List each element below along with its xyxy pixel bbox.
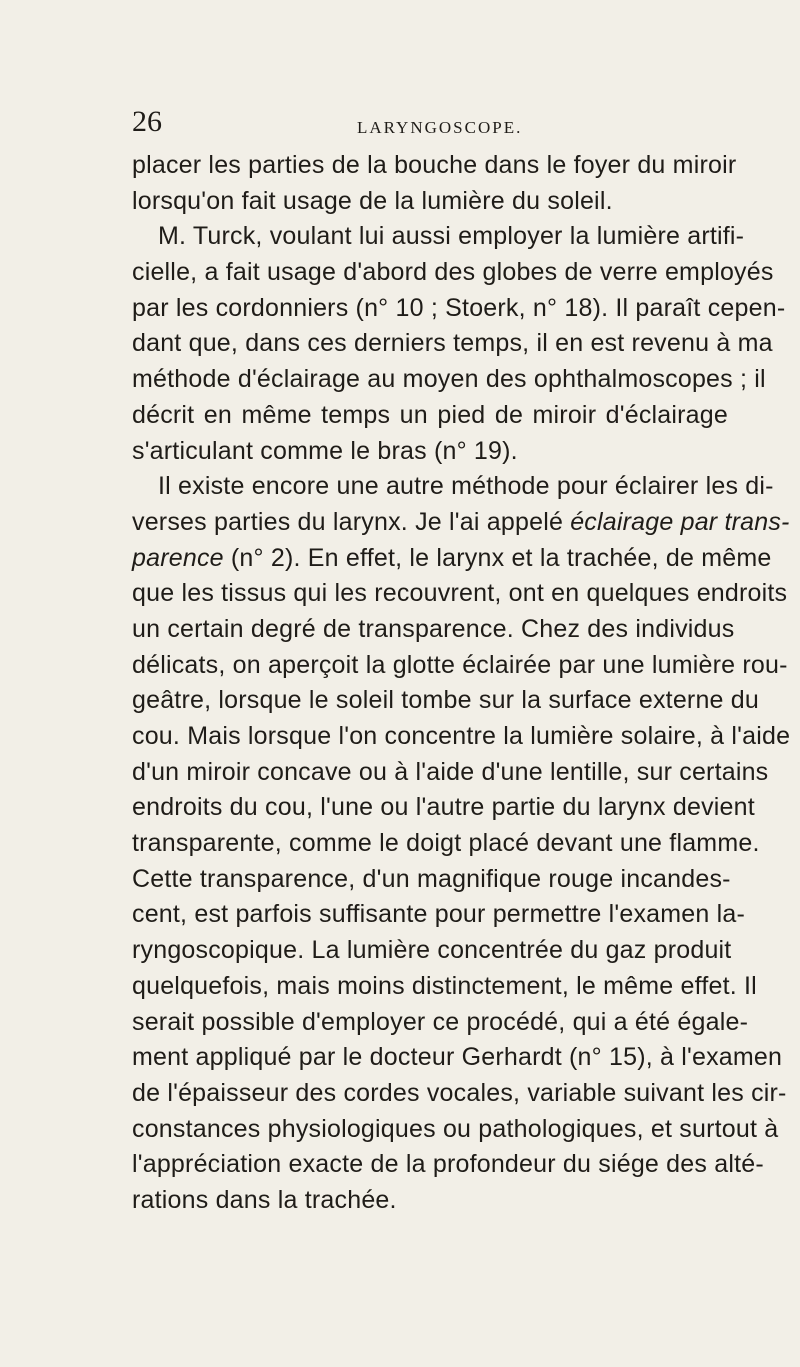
italic-term: parence (132, 543, 224, 572)
text-line: par les cordonniers (n° 10 ; Stoerk, n° 18). Il paraît cepen- (132, 293, 786, 322)
text-line: lorsqu'on fait usage de la lumière du soleil. (132, 186, 613, 215)
text-line: serait possible d'employer ce procédé, qui a été égale- (132, 1007, 749, 1036)
text-line: d'un miroir concave ou à l'aide d'une lentille, sur certains (132, 757, 769, 786)
text-line: endroits du cou, l'une ou l'autre partie du larynx devient (132, 793, 755, 822)
text-line: constances physiologiques ou pathologiques, et surtout à (132, 1114, 779, 1143)
text-line: cent, est parfois suffisante pour permettre l'examen la- (132, 900, 746, 929)
page-number: 26 (132, 105, 162, 138)
text-line: Il existe encore une autre méthode pour éclairer les di- (158, 472, 774, 501)
text-line: Cette transparence, d'un magnifique rouge incandes- (132, 864, 731, 893)
running-head: LARYNGOSCOPE. (357, 118, 523, 137)
text-line (132, 541, 772, 577)
text-line: quelquefois, mais moins distinctement, le même effet. Il (132, 971, 757, 1000)
body-text (132, 148, 791, 1219)
text-line (132, 505, 790, 541)
text-line: l'appréciation exacte de la profondeur du siége des alté- (132, 1150, 764, 1179)
text-line: que les tissus qui les recouvrent, ont en quelques endroits (132, 579, 788, 608)
text-line: ryngoscopique. La lumière concentrée du gaz produit (132, 936, 732, 965)
text-line: cielle, a fait usage d'abord des globes de verre employés (132, 258, 774, 287)
text-line: ment appliqué par le docteur Gerhardt (n° 15), à l'examen (132, 1043, 783, 1072)
text-line: M. Turck, voulant lui aussi employer la lumière artifi- (158, 222, 745, 251)
italic-term: éclairage par trans- (570, 507, 790, 536)
page-header (132, 104, 724, 144)
text-line: s'articulant comme le bras (n° 19). (132, 436, 518, 465)
text-line: dant que, dans ces derniers temps, il en est revenu à ma (132, 329, 773, 358)
text-line: un certain degré de transparence. Chez des individus (132, 614, 735, 643)
text-line: rations dans la trachée. (132, 1185, 397, 1214)
text-line: geâtre, lorsque le soleil tombe sur la surface externe du (132, 686, 760, 715)
text-line: placer les parties de la bouche dans le foyer du miroir (132, 151, 737, 179)
text-line: délicats, on aperçoit la glotte éclairée par une lumière rou- (132, 650, 788, 679)
text-line: cou. Mais lorsque l'on concentre la lumière solaire, à l'aide (132, 722, 791, 750)
text-run: (n° 2). En effet, le larynx et la trachée, de même (230, 543, 772, 572)
text-line: transparente, comme le doigt placé devant une flamme. (132, 829, 760, 858)
text-line: méthode d'éclairage au moyen des ophthalmoscopes ; il (132, 365, 766, 394)
text-line: décrit en même temps un pied de miroir d'éclairage (132, 400, 728, 429)
text-line: de l'épaisseur des cordes vocales, variable suivant les cir- (132, 1078, 787, 1107)
text-run: verses parties du larynx. Je l'ai appelé (132, 507, 564, 536)
